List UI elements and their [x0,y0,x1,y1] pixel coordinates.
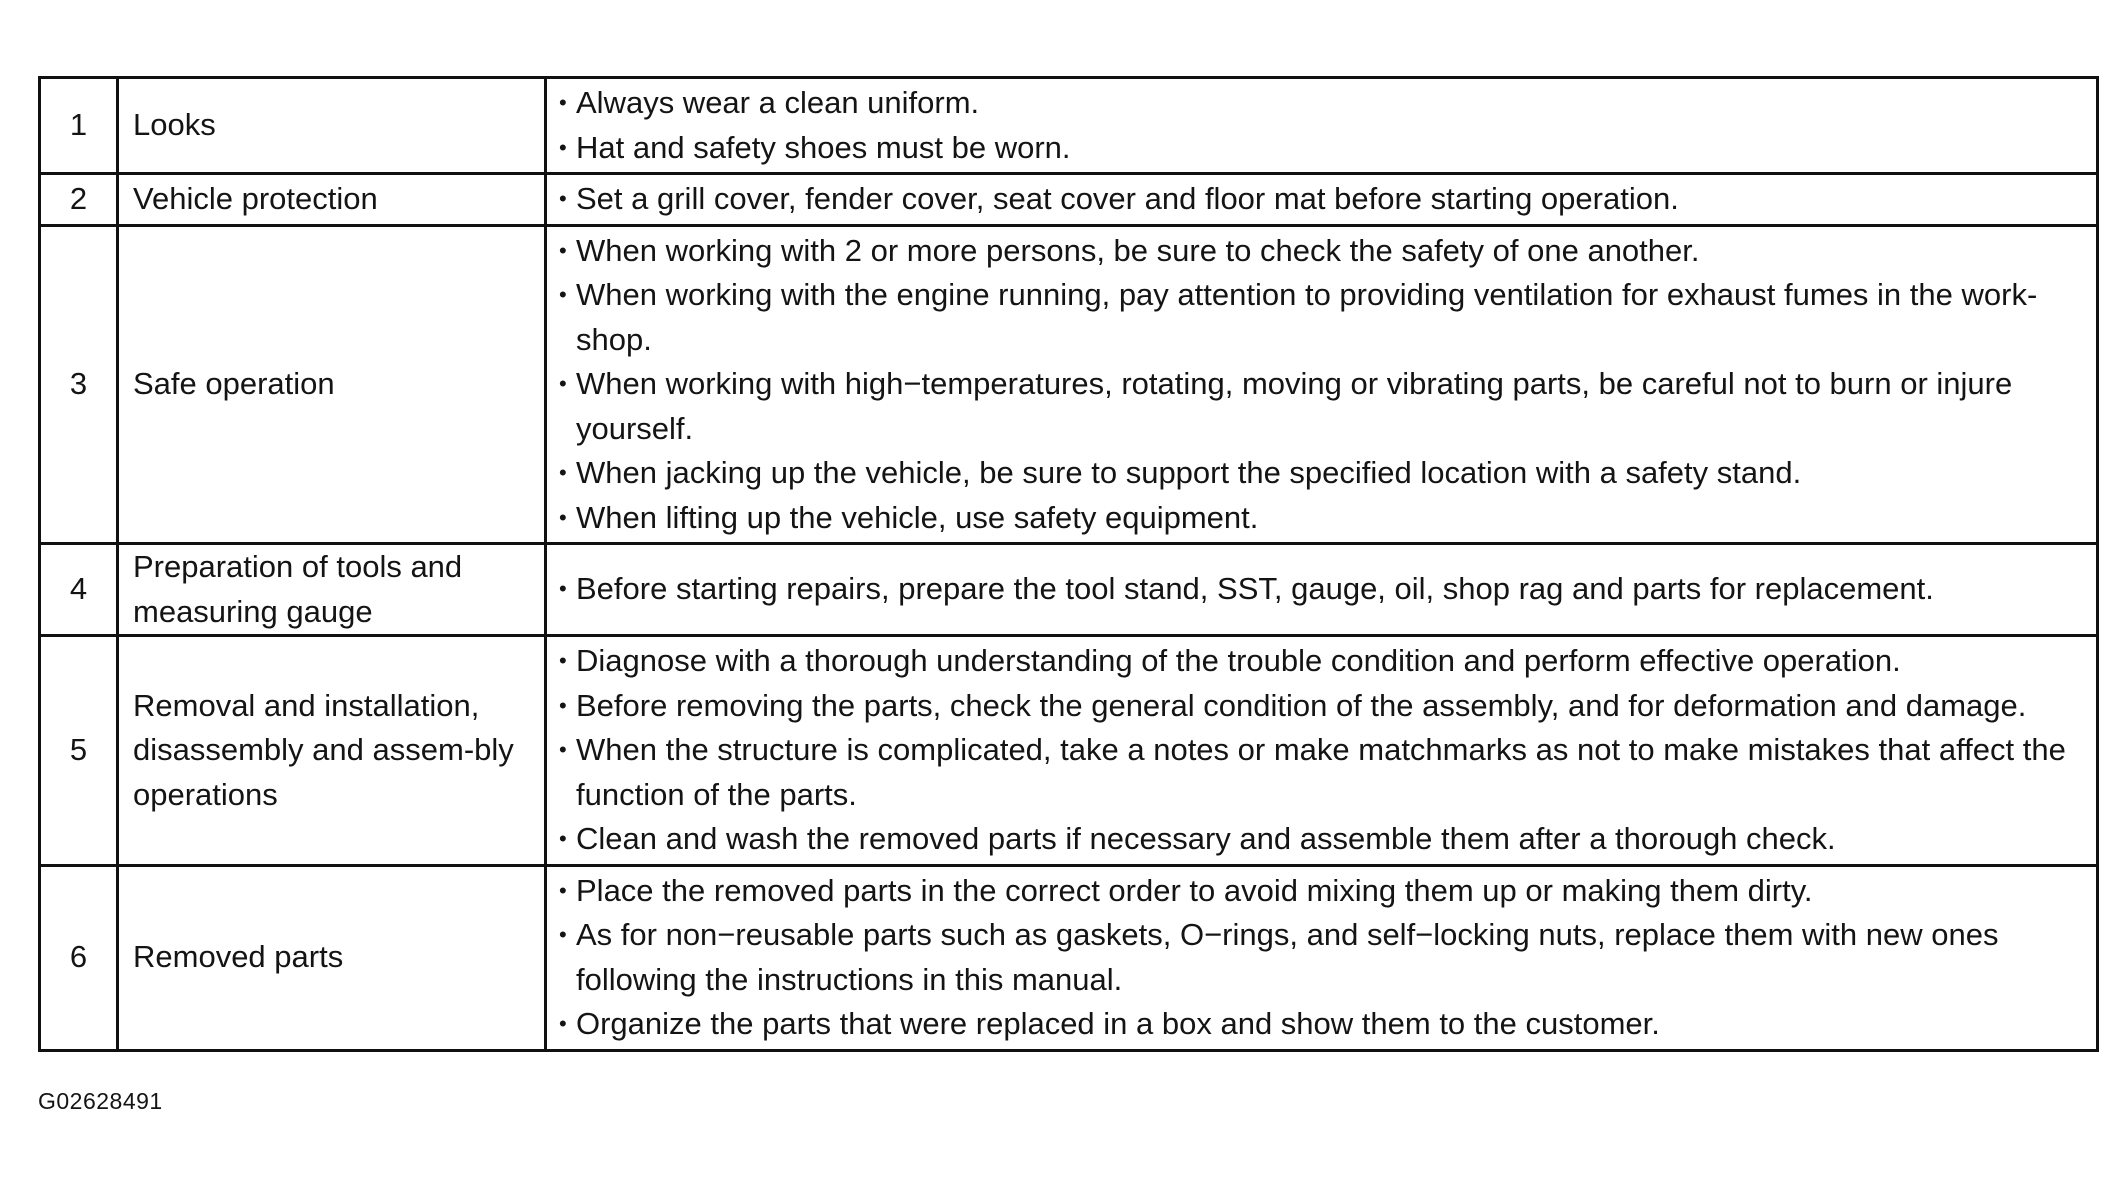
row-number: 4 [40,544,118,636]
precautions-table [38,76,2099,1052]
point-text: As for non−reusable parts such as gaskets, O−rings, and self−locking nuts, replace them with new ones following the instructions in this manual. [576,917,1999,997]
point-text: When the structure is complicated, take a notes or make matchmarks as not to make mistakes that affect the function of the parts. [576,732,2066,812]
bullet-icon: • [559,504,567,530]
bullet-icon: • [559,692,567,718]
point-text: When working with the engine running, pay attention to providing ventilation for exhaust fumes in the work-shop. [576,277,2038,357]
row-details [546,865,2098,1050]
list-item [559,567,2072,612]
row-details [546,174,2098,226]
point-text: When working with 2 or more persons, be sure to check the safety of one another. [576,232,1700,268]
row-details [546,225,2098,544]
bullet-icon: • [559,134,567,160]
point-text: Before removing the parts, check the general condition of the assembly, and for deformation and damage. [576,687,2027,723]
point-text: Always wear a clean uniform. [576,85,980,120]
list-item [559,639,2072,684]
list-item [559,451,2072,496]
point-list [559,567,2072,612]
point-list [559,177,2072,222]
list-item [559,81,2072,126]
point-text: Before starting repairs, prepare the tool stand, SST, gauge, oil, shop rag and parts for replacement. [576,571,1934,607]
bullet-icon: • [559,648,567,673]
point-text: When jacking up the vehicle, be sure to support the specified location with a safety stand. [576,455,1802,490]
point-list [559,229,2072,541]
bullet-icon: • [559,922,567,947]
row-number: 2 [40,174,118,226]
point-text: Diagnose with a thorough understanding of the trouble condition and perform effective operation. [576,643,1901,678]
row-number: 1 [40,78,118,174]
bullet-icon: • [559,90,567,115]
row-item: Removed parts [118,865,546,1050]
table-row [40,544,2098,636]
figure-id: G02628491 [38,1088,163,1114]
bullet-icon: • [559,460,567,485]
table-row [40,78,2098,174]
list-item [559,229,2072,274]
bullet-icon: • [559,737,567,762]
table-row [40,865,2098,1050]
row-item: Safe operation [118,225,546,544]
table-row [40,174,2098,226]
bullet-icon: • [559,826,567,851]
point-list [559,639,2072,862]
point-text: Clean and wash the removed parts if necessary and assemble them after a thorough check. [576,821,1836,856]
point-list [559,81,2072,170]
row-number: 6 [40,865,118,1050]
list-item [559,869,2072,914]
table-row [40,225,2098,544]
point-text: Organize the parts that were replaced in a box and show them to the customer. [576,1006,1660,1041]
row-number: 3 [40,225,118,544]
list-item [559,273,2072,362]
list-item [559,817,2072,862]
bullet-icon: • [559,237,567,263]
point-text: When working with high−temperatures, rotating, moving or vibrating parts, be careful not to burn or injure yourself. [576,366,2013,446]
point-text: Place the removed parts in the correct order to avoid mixing them up or making them dirty. [576,872,1813,908]
list-item [559,177,2072,222]
point-list [559,869,2072,1047]
list-item [559,362,2072,451]
list-item [559,728,2072,817]
row-details [546,544,2098,636]
bullet-icon: • [559,877,567,903]
point-text: Hat and safety shoes must be worn. [576,129,1071,165]
bullet-icon: • [559,371,567,396]
list-item [559,913,2072,1002]
row-item: Looks [118,78,546,174]
list-item [559,1002,2072,1047]
row-item: Removal and installation, disassembly and assem-bly operations [118,636,546,866]
bullet-icon: • [559,1011,567,1036]
row-details [546,636,2098,866]
bullet-icon: • [559,576,567,602]
list-item [559,684,2072,729]
row-item: Vehicle protection [118,174,546,226]
bullet-icon: • [559,282,567,307]
row-details [546,78,2098,174]
row-number: 5 [40,636,118,866]
bullet-icon: • [559,186,567,211]
point-text: Set a grill cover, fender cover, seat cover and floor mat before starting operation. [576,181,1679,216]
work-precautions-sheet [38,76,2099,1052]
point-text: When lifting up the vehicle, use safety equipment. [576,499,1259,535]
list-item [559,496,2072,541]
row-item: Preparation of tools and measuring gauge [118,544,546,636]
table-row [40,636,2098,866]
list-item [559,126,2072,171]
